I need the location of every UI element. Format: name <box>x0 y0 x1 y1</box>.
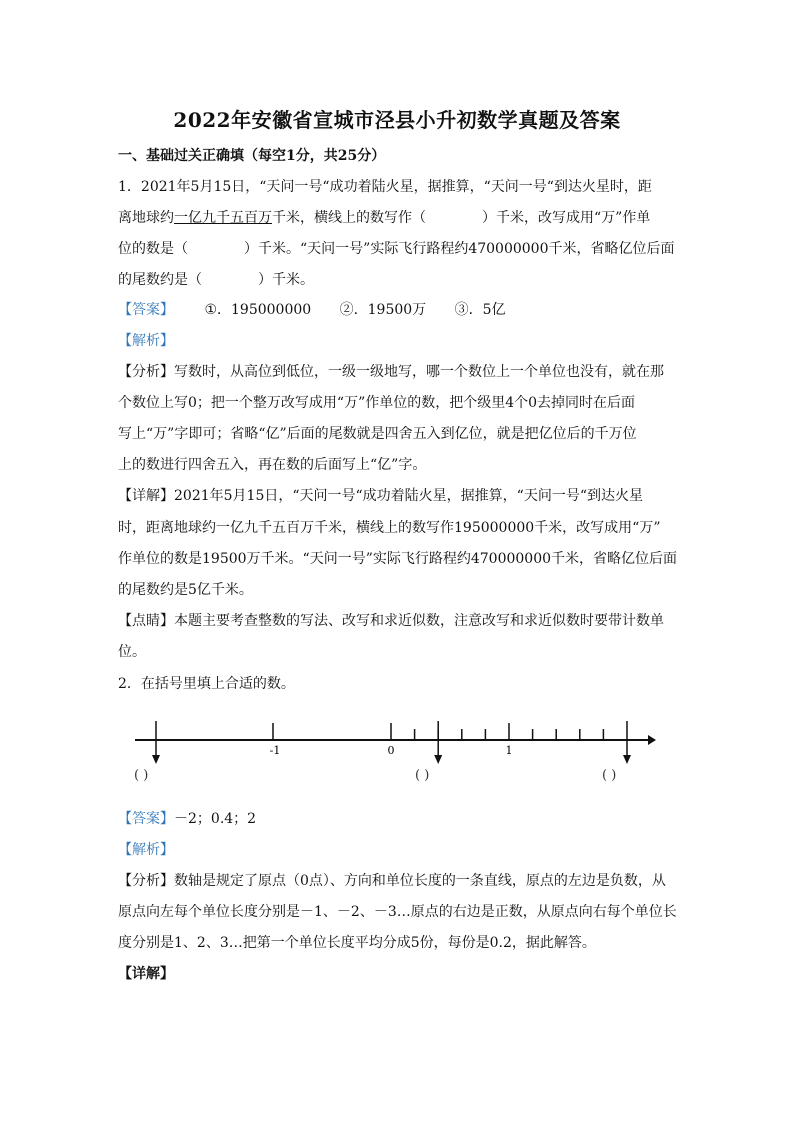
document-title: 2022年安徽省宣城市泾县小升初数学真题及答案 <box>173 108 621 132</box>
q2-answer <box>118 809 256 829</box>
pointer-arrow-icon <box>152 755 160 764</box>
tick-label: 1 <box>505 744 513 757</box>
q1-text: ）千米。“天问一号”实际飞行路程约470000000千米，省略亿位后面 <box>244 241 675 257</box>
analysis-label: 【解析】 <box>118 842 174 858</box>
analysis-text: 【分析】数轴是规定了原点（0点）、方向和单位长度的一条直线，原点的左边是负数，从 <box>118 873 666 889</box>
tick-label: 0 <box>387 744 395 757</box>
analysis-text: 度分别是1、2、3…把第一个单位长度平均分成5份，每份是0.2，据此解答。 <box>118 935 596 951</box>
answer-item: ③．5亿 <box>454 302 506 318</box>
q1-text: 的尾数约是（ <box>118 272 202 288</box>
q1-text: 1．2021年5月15日，“天问一号“成功着陆火星，据推算，“天问一号“到达火星时，距 <box>118 179 652 195</box>
section-heading: 一、基础过关正确填（每空1分，共25分） <box>118 148 386 164</box>
detail-label: 【详解】 <box>118 966 174 982</box>
analysis-label: 【解析】 <box>118 333 174 349</box>
comment-text: 位。 <box>118 644 146 660</box>
blank-parentheses[interactable]: ( ) <box>134 768 149 783</box>
q2-stem: 2．在括号里填上合适的数。 <box>118 676 295 692</box>
analysis-text: 上的数进行四舍五入，再在数的后面写上“亿”字。 <box>118 457 427 473</box>
detail-text: 【详解】2021年5月15日，“天问一号“成功着陆火星，据推算，“天问一号“到达火星 <box>118 488 643 504</box>
pointer-arrow-icon <box>434 755 442 764</box>
underlined-number: 一亿九千五百万 <box>174 210 272 226</box>
answer-item: ①．195000000 <box>204 302 312 318</box>
q1-text: ）千米。 <box>258 272 314 288</box>
answer-label: 【答案】 <box>118 811 174 827</box>
axis-arrowhead <box>648 735 656 745</box>
q1-text: 千米，横线上的数写作（ <box>272 210 426 226</box>
detail-text: 的尾数约是5亿千米。 <box>118 582 253 598</box>
answer-item: －2；0.4；2 <box>174 811 257 827</box>
comment-text: 【点睛】本题主要考查整数的写法、改写和求近似数，注意改写和求近似数时要带计数单 <box>118 613 664 629</box>
analysis-text: 【分析】写数时，从高位到低位，一级一级地写，哪一个数位上一个单位也没有，就在那 <box>118 364 664 380</box>
answer-item: ②．19500万 <box>339 302 427 318</box>
analysis-text: 个数位上写0；把一个整万改写成用“万”作单位的数，把个级里4个0去掉同时在后面 <box>118 395 636 411</box>
detail-text: 作单位的数是19500万千米。“天问一号”实际飞行路程约470000000千米，省略亿位后面 <box>118 551 678 567</box>
tick-label: -1 <box>269 744 281 757</box>
q1-text: 位的数是（ <box>118 241 188 257</box>
answer-label: 【答案】 <box>118 302 174 318</box>
detail-text: 时，距离地球约一亿九千五百万千米，横线上的数写作195000000千米，改写成用“万” <box>118 520 661 536</box>
analysis-text: 原点向左每个单位长度分别是－1、－2、－3…原点的右边是正数，从原点向右每个单位长 <box>118 904 677 920</box>
analysis-text: 写上“万”字即可；省略“亿”后面的尾数就是四舍五入到亿位，就是把亿位后的千万位 <box>118 426 637 442</box>
q1-text: ）千米，改写成用“万”作单 <box>482 210 651 226</box>
blank-parentheses[interactable]: ( ) <box>415 768 430 783</box>
blank-parentheses[interactable]: ( ) <box>602 768 617 783</box>
q1-text: 离地球约 <box>118 210 174 226</box>
pointer-arrow-icon <box>623 755 631 764</box>
